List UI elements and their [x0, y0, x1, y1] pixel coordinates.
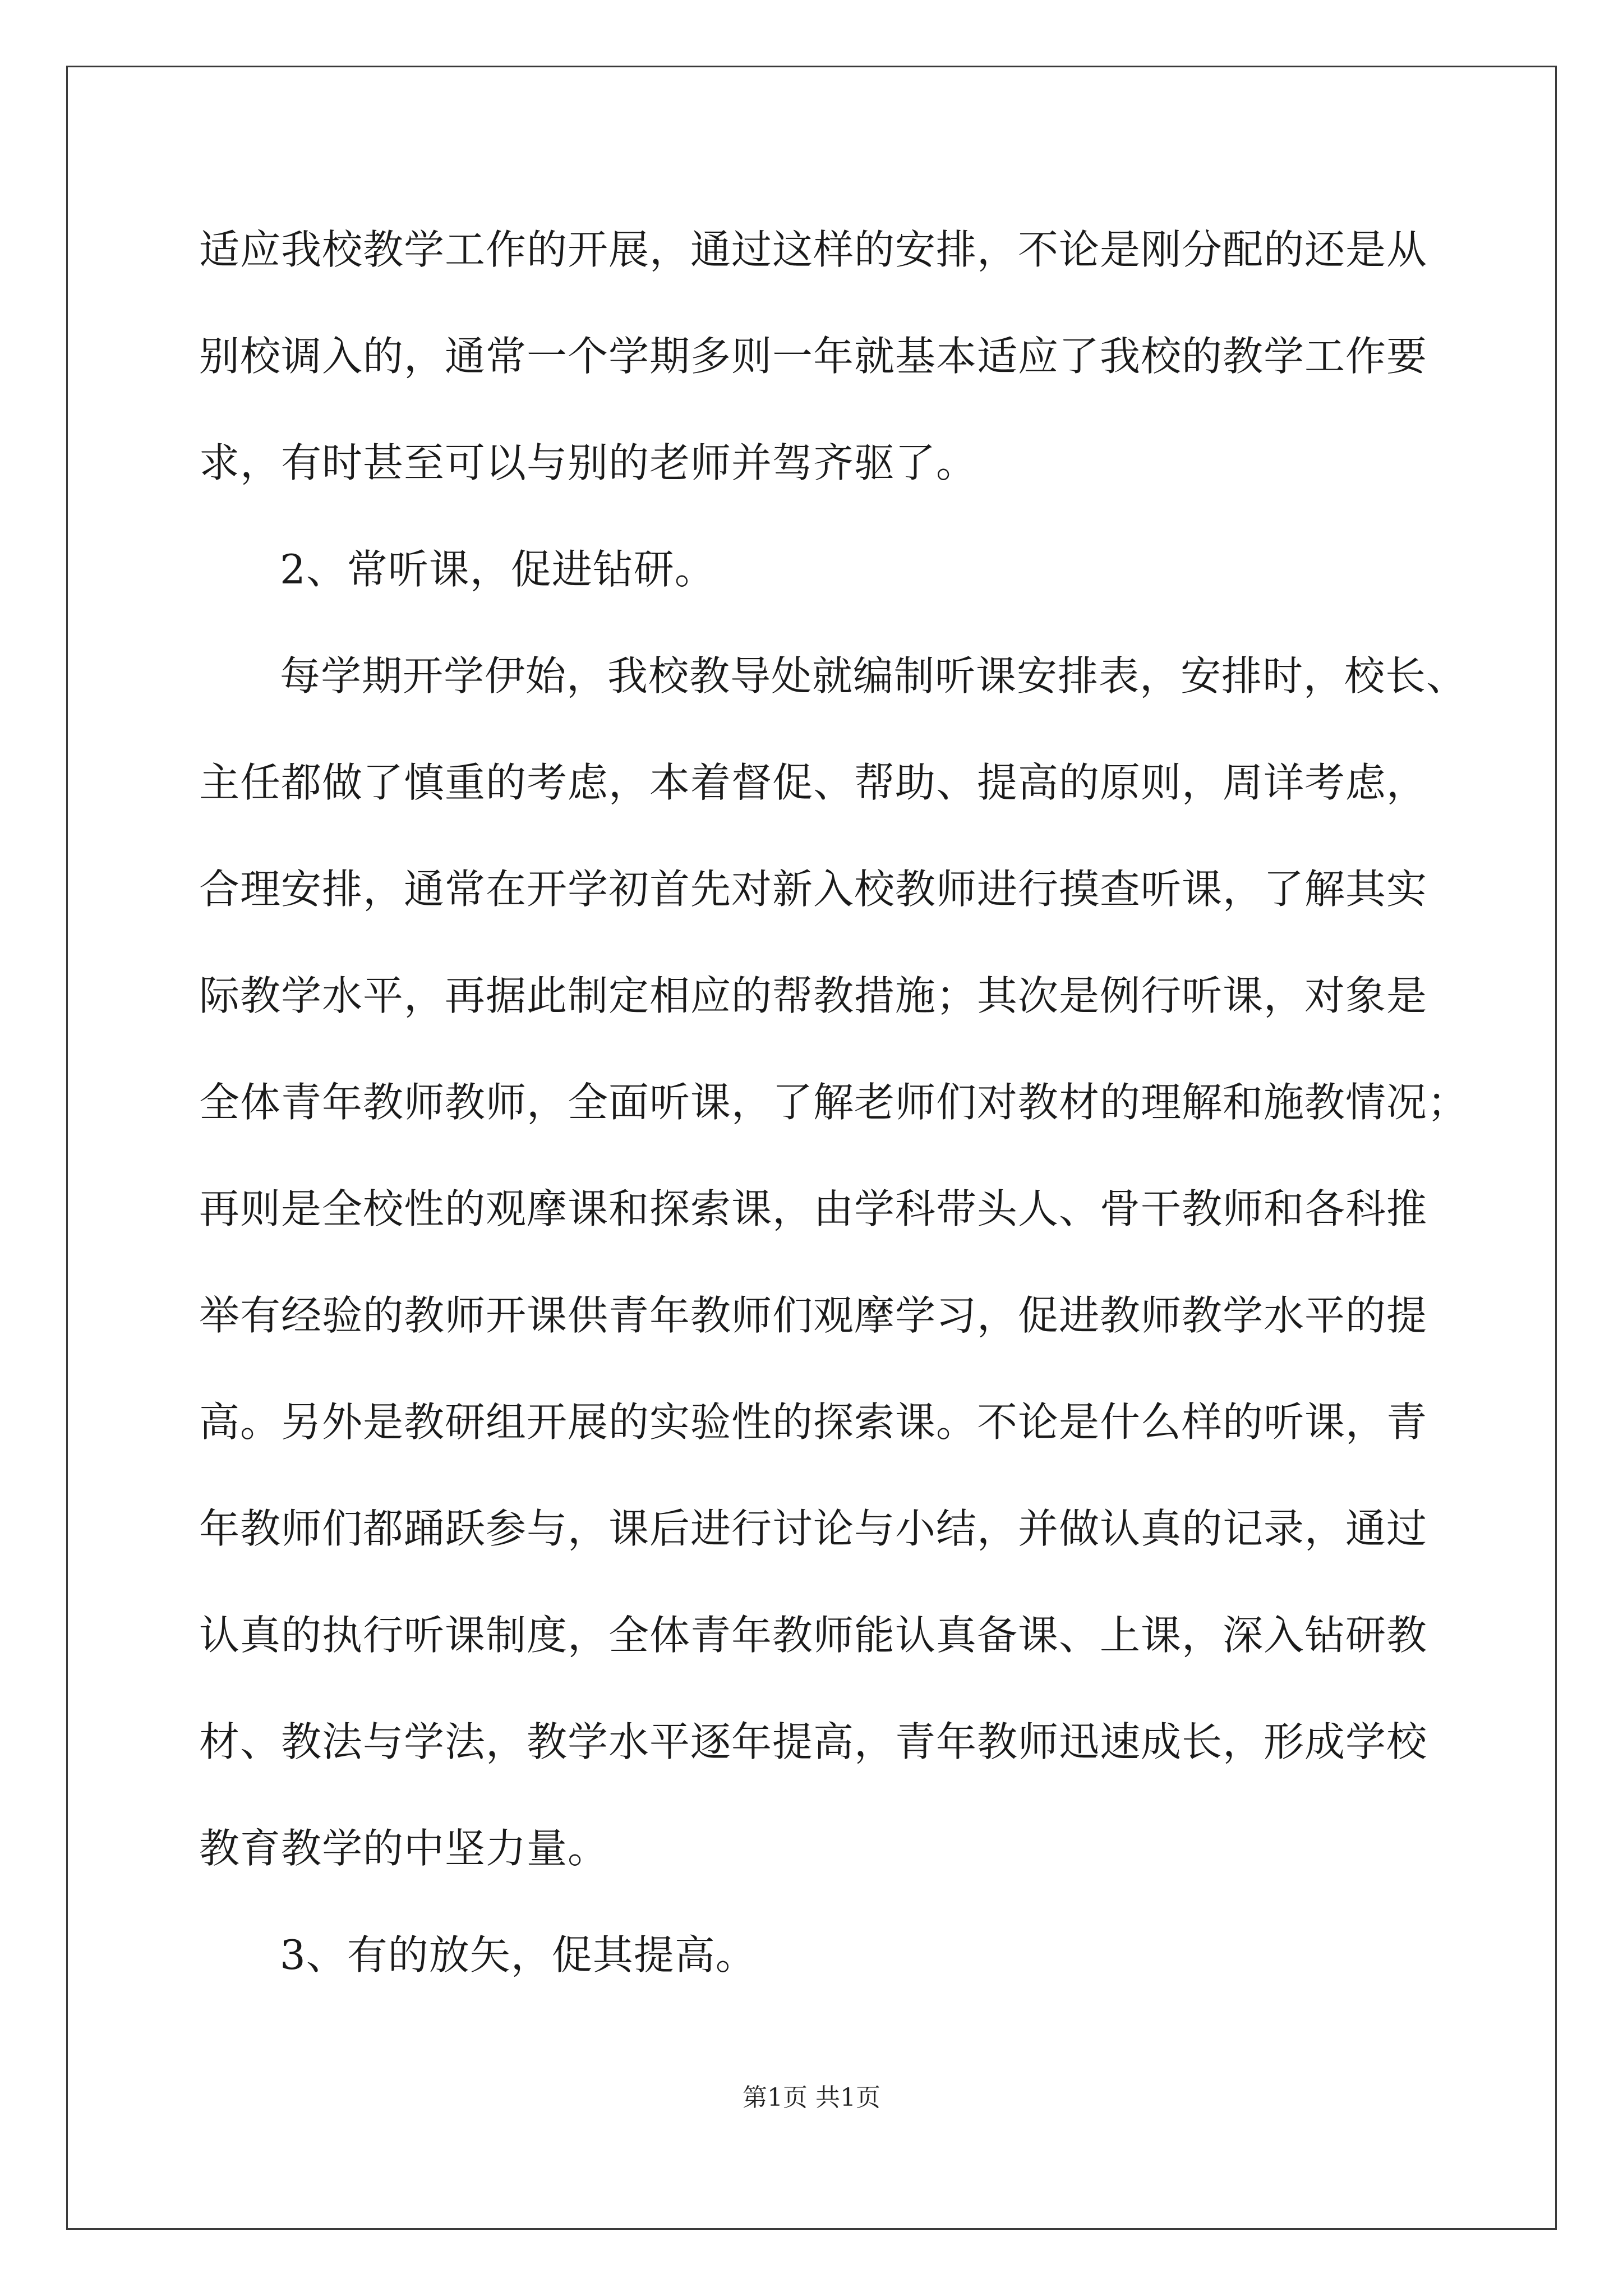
- body-line: 求，有时甚至可以与别的老师并驾齐驱了。: [199, 439, 978, 486]
- body-line: 适应我校教学工作的开展，通过这样的安排，不论是刚分配的还是从: [199, 226, 1428, 273]
- body-line: 举有经验的教师开课供青年教师们观摩学习，促进教师教学水平的提: [199, 1292, 1428, 1339]
- body-line: 别校调入的，通常一个学期多则一年就基本适应了我校的教学工作要: [199, 333, 1428, 380]
- body-line: 主任都做了慎重的考虑，本着督促、帮助、提高的原则，周详考虑，: [199, 759, 1428, 806]
- body-line: 再则是全校性的观摩课和探索课，由学科带头人、骨干教师和各科推: [199, 1185, 1428, 1232]
- section-heading: 2、常听课，促进钻研。: [280, 546, 716, 593]
- body-line: 教育教学的中坚力量。: [199, 1825, 609, 1872]
- body-line: 材、教法与学法，教学水平逐年提高，青年教师迅速成长，形成学校: [199, 1718, 1428, 1765]
- section-heading: 3、有的放矢，促其提高。: [280, 1931, 757, 1978]
- body-line: 际教学水平，再据此制定相应的帮教措施；其次是例行听课，对象是: [199, 972, 1428, 1019]
- body-line: 年教师们都踊跃参与，课后进行讨论与小结，并做认真的记录，通过: [199, 1505, 1428, 1552]
- page-number-footer: 第1页 共1页: [743, 2083, 880, 2112]
- body-line: 全体青年教师教师，全面听课，了解老师们对教材的理解和施教情况；: [199, 1079, 1469, 1126]
- body-line: 认真的执行听课制度，全体青年教师能认真备课、上课，深入钻研教: [199, 1612, 1428, 1659]
- body-line: 每学期开学伊始，我校教导处就编制听课安排表，安排时，校长、: [280, 652, 1468, 700]
- body-line: 合理安排，通常在开学初首先对新入校教师进行摸查听课，了解其实: [199, 866, 1428, 913]
- body-line: 高。另外是教研组开展的实验性的探索课。不论是什么样的听课，青: [199, 1398, 1428, 1446]
- document-body: [199, 216, 1469, 2028]
